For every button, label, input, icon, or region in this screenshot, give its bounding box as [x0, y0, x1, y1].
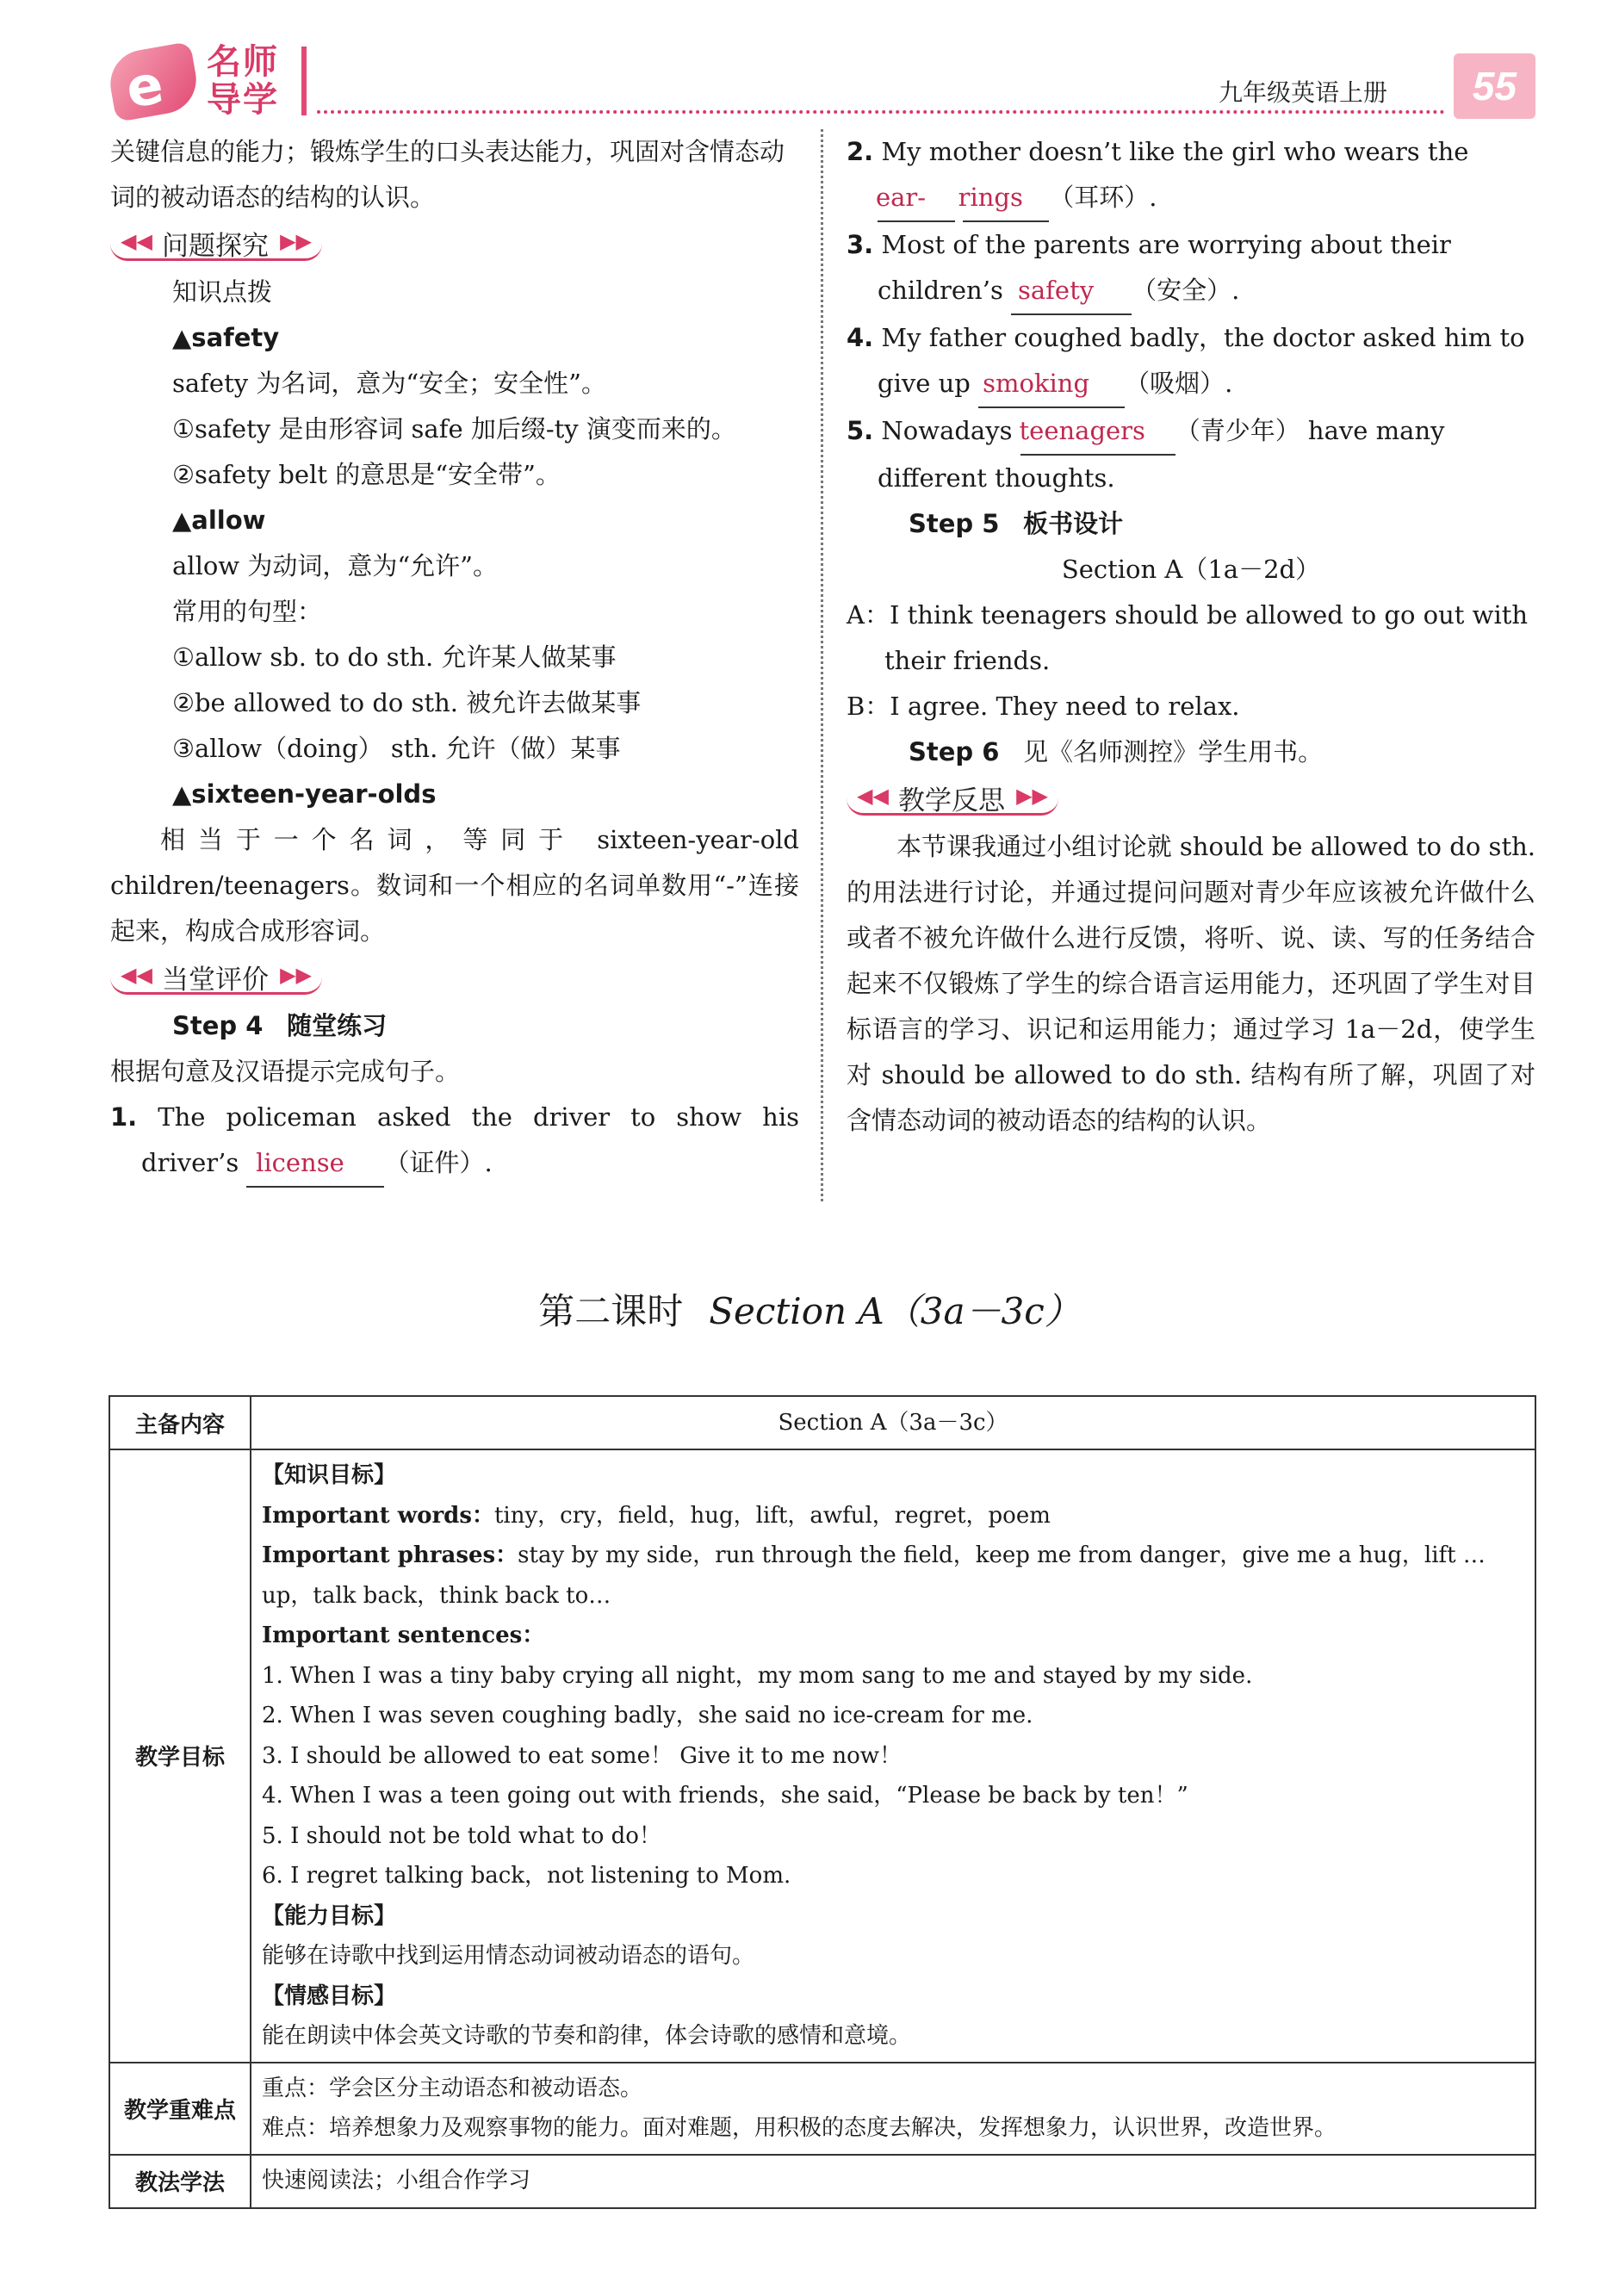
- difficult-point-text: 难点：培养想象力及观察事物的能力。面对难题，用积极的态度去解决，发挥想象力，认识世界，改造世界。: [262, 2115, 1337, 2141]
- question-text: My mother doesn’t like the girl who wears the: [881, 137, 1469, 166]
- important-phrases: [262, 1536, 1524, 1616]
- goal-heading: 【知识目标】: [262, 1462, 397, 1488]
- answer-blank: smoking: [978, 361, 1125, 408]
- goal-text: 能够在诗歌中找到运用情态动词被动语态的语句。: [262, 1943, 755, 1969]
- question-hint: （青少年） have many different thoughts.: [878, 416, 1445, 493]
- header-rule: [317, 110, 1445, 114]
- keyword-text: ①safety 是由形容词 safe 加后缀-ty 演变而来的。: [172, 414, 736, 444]
- board-line-b: B：I agree. They need to relax.: [847, 692, 1240, 721]
- step-label: Step 4: [172, 1011, 264, 1040]
- reflection-text: 本节课我通过小组讨论就 should be allowed to do sth. 的用法进行讨论，并通过提问问题对青少年应该被允许做什么或者不被允许做什么进行反馈，将听、说、读、写的任务结合起来不仅锻炼了学生的综合语言运用能力，还巩固了学生对目标语言的学习、识记和运用能力；通过学习 1a－2d，使学生对 should be allowed to do sth. 结构有所了解，巩固了对含情态动词的被动语态的结构的认识。: [847, 832, 1535, 1135]
- answer-blank: license: [246, 1140, 384, 1188]
- goal-text: 能在朗读中体会英文诗歌的节奏和韵律，体会诗歌的感情和意境。: [262, 2023, 912, 2049]
- tips-heading: 知识点拨: [172, 277, 273, 307]
- double-right-arrow-icon: ▶▶: [1016, 784, 1048, 808]
- section-title: 问题探究: [162, 231, 269, 262]
- important-sentences: [262, 1616, 1524, 1656]
- field-label: Important sentences：: [262, 1623, 545, 1648]
- question-number: 1.: [110, 1102, 138, 1132]
- row-label: 教学目标: [109, 1449, 251, 2063]
- section-title: 当堂评价: [162, 965, 269, 996]
- step-label: Step 5: [909, 509, 1000, 538]
- question-number: 3.: [847, 230, 874, 259]
- exercise-q5: [847, 408, 1535, 501]
- keyword-text: allow 为动词，意为“允许”。: [172, 551, 498, 580]
- field-value: tiny，cry，field，hug，lift，awful，regret，poem: [493, 1502, 1051, 1529]
- question-text: The policeman asked the driver to show his driver’s: [141, 1102, 799, 1177]
- keyword-text: ②safety belt 的意思是“安全带”。: [172, 460, 561, 489]
- step6-heading: [847, 729, 1535, 775]
- logo-bar: [301, 47, 307, 115]
- lesson-title-cn: 第二课时: [538, 1290, 684, 1332]
- section-header-reflection: [847, 779, 1058, 816]
- list-item: 5. I should not be told what to do！: [262, 1822, 661, 1849]
- answer-blank: safety: [1011, 268, 1132, 315]
- question-text: Most of the parents are worrying about their children’s: [878, 230, 1451, 305]
- keyword-allow: ▲allow: [172, 506, 266, 535]
- question-hint: （吸烟）.: [1125, 369, 1233, 398]
- table-row: [109, 2155, 1535, 2208]
- publisher-logo: [110, 41, 308, 121]
- answer-blank: teenagers: [1020, 408, 1175, 456]
- table-row: [109, 2063, 1535, 2155]
- question-number: 5.: [847, 416, 874, 445]
- row-content: Section A（3a－3c）: [251, 1396, 1535, 1449]
- exercise-instruction: 根据句意及汉语提示完成句子。: [110, 1057, 461, 1086]
- teaching-goals: [251, 1449, 1535, 2063]
- step-label: Step 6: [909, 737, 1000, 766]
- step4-heading: [110, 1003, 799, 1049]
- list-item: 2. When I was seven coughing badly，she said no ice-cream for me.: [262, 1703, 1033, 1728]
- page-number: 55: [1454, 53, 1535, 119]
- goal-heading: 【情感目标】: [262, 1983, 397, 2009]
- right-column: [847, 129, 1535, 1144]
- list-item: 1. When I was a tiny baby crying all night，my mom sang to me and stayed by my side.: [262, 1662, 1253, 1689]
- board-line-a: A：I think teenagers should be allowed to go out with their friends.: [847, 600, 1529, 675]
- field-value: stay by my side，run through the field，keep me from danger，give me a hug，lift … up，talk back，think back to…: [262, 1542, 1486, 1609]
- column-divider: [821, 129, 823, 1201]
- method-text: 快速阅读法；小组合作学习: [251, 2155, 1535, 2208]
- question-number: 2.: [847, 137, 874, 166]
- step-text: 见《名师测控》学生用书。: [1023, 737, 1324, 766]
- important-words: [262, 1496, 1524, 1536]
- step-title: 板书设计: [1023, 509, 1124, 538]
- logo-badge: e: [105, 41, 202, 122]
- double-right-arrow-icon: ▶▶: [280, 229, 312, 253]
- question-number: 4.: [847, 323, 874, 352]
- lesson-title: [0, 1283, 1619, 1335]
- double-left-arrow-icon: ◀◀: [121, 229, 152, 253]
- intro-text: 关键信息的能力；锻炼学生的口头表达能力，巩固对含情态动词的被动语态的结构的认识。: [110, 137, 785, 212]
- book-title: 九年级英语上册: [1219, 78, 1388, 107]
- double-left-arrow-icon: ◀◀: [857, 784, 889, 808]
- answer-blank: rings: [963, 175, 1049, 222]
- goal-heading: 【能力目标】: [262, 1902, 397, 1929]
- exercise-q3: [847, 222, 1535, 315]
- question-hint: （耳环）.: [1049, 183, 1157, 212]
- table-row: [109, 1449, 1535, 2063]
- double-right-arrow-icon: ▶▶: [280, 963, 312, 987]
- exercise-q2: [847, 129, 1535, 222]
- keyword-text: ②be allowed to do sth. 被允许去做某事: [172, 688, 642, 717]
- section-header-inquiry: [110, 224, 322, 261]
- question-hint: （安全）.: [1132, 276, 1240, 305]
- row-label: 教法学法: [109, 2155, 251, 2208]
- row-label: 教学重难点: [109, 2063, 251, 2155]
- keyword-sixteen-year-olds: ▲sixteen-year-olds: [172, 779, 437, 809]
- answer-blank: ear-: [878, 175, 955, 222]
- list-item: 3. I should be allowed to eat some！ Give it to me now！: [262, 1742, 902, 1769]
- keyword-text: safety 为名词，意为“安全；安全性”。: [172, 369, 606, 398]
- keyword-text: ③allow（doing） sth. 允许（做）某事: [172, 734, 621, 763]
- logo-text: 名师导学: [207, 42, 279, 120]
- list-item: 4. When I was a teen going out with friends，she said，“Please be back by ten！”: [262, 1783, 1188, 1809]
- step5-heading: [847, 501, 1535, 547]
- board-title: Section A（1a－2d）: [1061, 555, 1321, 584]
- exercise-q4: [847, 315, 1535, 408]
- step-title: 随堂练习: [287, 1011, 388, 1040]
- question-text: My father coughed badly，the doctor asked him to give up: [878, 323, 1525, 398]
- field-label: Important words：: [262, 1502, 494, 1529]
- key-points: [251, 2063, 1535, 2155]
- lesson-title-en: Section A（3a－3c）: [709, 1290, 1081, 1332]
- key-point-text: 重点：学会区分主动语态和被动语态。: [262, 2075, 643, 2101]
- question-hint: （证件）.: [384, 1148, 493, 1177]
- left-column: [110, 129, 799, 1188]
- question-text: Nowadays: [881, 416, 1013, 445]
- keyword-text: 相当于一个名词，等同于 sixteen-year-old children/teenagers。数词和一个相应的名词单数用“-”连接起来，构成合成形容词。: [110, 825, 799, 946]
- keyword-safety: ▲safety: [172, 323, 280, 352]
- row-label: 主备内容: [109, 1396, 251, 1449]
- table-row: [109, 1396, 1535, 1449]
- keyword-text: 常用的句型：: [172, 597, 323, 626]
- double-left-arrow-icon: ◀◀: [121, 963, 152, 987]
- exercise-q1: [110, 1095, 799, 1188]
- section-title: 教学反思: [898, 785, 1005, 816]
- field-label: Important phrases：: [262, 1542, 518, 1568]
- lesson-plan-table: [109, 1395, 1536, 2209]
- keyword-text: ①allow sb. to do sth. 允许某人做某事: [172, 642, 617, 672]
- section-header-evaluation: [110, 958, 322, 995]
- list-item: 6. I regret talking back，not listening to Mom.: [262, 1863, 791, 1889]
